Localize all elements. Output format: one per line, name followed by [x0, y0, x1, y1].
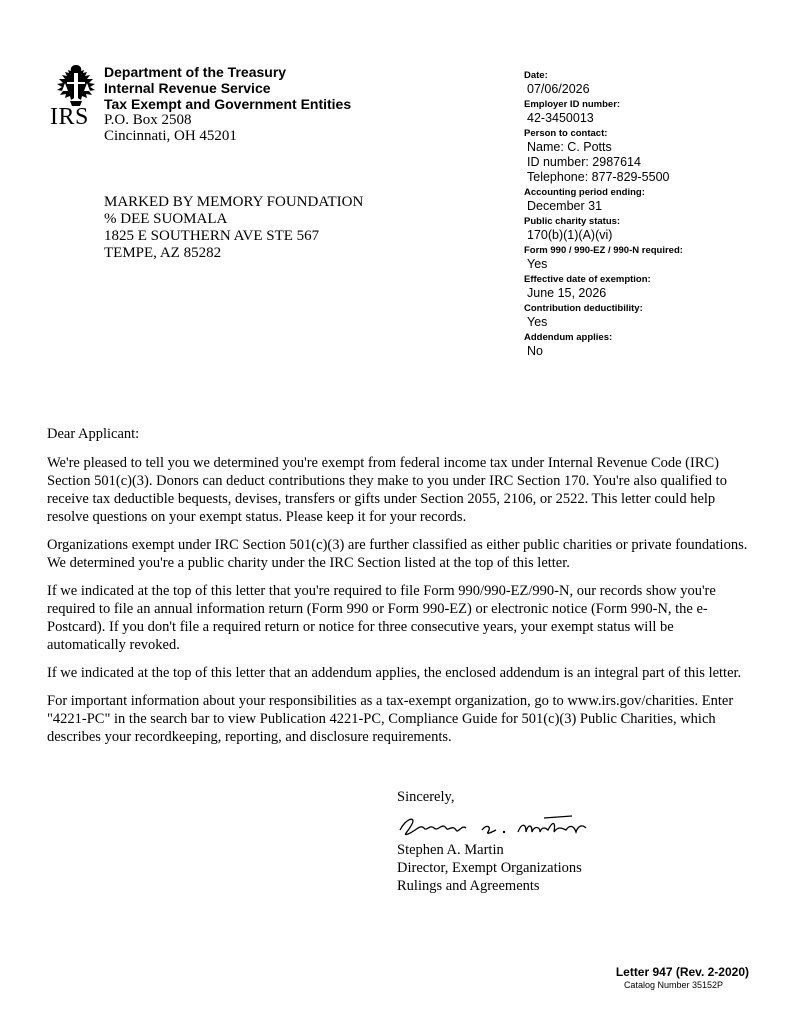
form-required-value: Yes	[527, 257, 548, 271]
body-paragraph: Organizations exempt under IRC Section 501(c)(3) are further classified as either public charities or private foundations. We determined you're a public charity under the IRC Section listed at the top of this letter.	[47, 537, 748, 571]
signer-department: Rulings and Agreements	[397, 878, 540, 894]
deductibility-value: Yes	[527, 315, 548, 329]
letter-body	[47, 425, 752, 756]
charity-status-value: 170(b)(1)(A)(vi)	[527, 228, 613, 242]
contact-phone: Telephone: 877-829-5500	[527, 170, 670, 184]
addendum-value: No	[527, 344, 543, 358]
effective-date-label: Effective date of exemption:	[524, 274, 651, 285]
addressee-block	[104, 194, 363, 262]
ein-value: 42-3450013	[527, 111, 594, 125]
addressee-line: 1825 E SOUTHERN AVE STE 567	[104, 228, 320, 244]
date-value: 07/06/2026	[527, 82, 590, 96]
agency-line: Internal Revenue Service	[104, 80, 271, 96]
deductibility-label: Contribution deductibility:	[524, 303, 643, 314]
handwritten-signature	[396, 810, 596, 842]
agency-block	[104, 64, 351, 144]
addressee-line: % DEE SUOMALA	[104, 211, 228, 227]
date-label: Date:	[524, 70, 548, 81]
signer-title: Director, Exempt Organizations	[397, 860, 582, 876]
agency-address-line: P.O. Box 2508	[104, 112, 192, 128]
body-paragraph: For important information about your responsibilities as a tax-exempt organization, go to www.irs.gov/charities. Enter "4221-PC" in the search bar to view Publication 4221-PC, Compliance Guide for 501(c)(3) Public Charities, which describes your recordkeeping, reporting, and disclosure requirements.	[47, 693, 734, 745]
agency-line: Department of the Treasury	[104, 64, 287, 80]
greeting: Dear Applicant:	[47, 426, 140, 442]
form-required-label: Form 990 / 990-EZ / 990-N required:	[524, 245, 683, 256]
contact-name: Name: C. Potts	[527, 140, 612, 154]
letter-info-column	[524, 70, 683, 361]
body-paragraph: If we indicated at the top of this letter that you're required to file Form 990/990-EZ/990-N, our records show you're required to file an annual information return (Form 990 or Form 990-EZ) or electronic notice (Form 990-N, the e-Postcard). If you don't file a required return or notice for three consecutive years, your exempt status will be automatically revoked.	[47, 583, 716, 653]
agency-address-line: Cincinnati, OH 45201	[104, 128, 237, 144]
addressee-line: MARKED BY MEMORY FOUNDATION	[104, 194, 364, 210]
addendum-label: Addendum applies:	[524, 332, 613, 343]
irs-logo-text: IRS	[50, 104, 89, 130]
period-label: Accounting period ending:	[524, 187, 645, 198]
effective-date-value: June 15, 2026	[527, 286, 607, 300]
charity-status-label: Public charity status:	[524, 216, 621, 227]
footer	[616, 965, 749, 991]
closing: Sincerely,	[397, 789, 455, 805]
agency-line: Tax Exempt and Government Entities	[104, 96, 352, 112]
signer-name: Stephen A. Martin	[397, 842, 504, 858]
addressee-line: TEMPE, AZ 85282	[104, 245, 222, 261]
signer-block	[397, 841, 582, 895]
ein-label: Employer ID number:	[524, 99, 621, 110]
form-id: Letter 947 (Rev. 2-2020)	[615, 965, 749, 979]
body-paragraph: We're pleased to tell you we determined you're exempt from federal income tax under Internal Revenue Code (IRC) Section 501(c)(3). Donors can deduct contributions they make to you under IRC Section 170. You're also qualified to receive tax deductible bequests, devises, transfers or gifts under Section 2055, 2106, or 2522. This letter could help resolve questions on your exempt status. Please keep it for your records.	[47, 455, 727, 525]
catalog-number: Catalog Number 35152P	[623, 980, 723, 990]
contact-label: Person to contact:	[524, 128, 608, 139]
period-value: December 31	[527, 199, 603, 213]
body-paragraph: If we indicated at the top of this letter that an addendum applies, the enclosed addendum is an integral part of this letter.	[47, 665, 742, 681]
contact-id: ID number: 2987614	[527, 155, 641, 169]
